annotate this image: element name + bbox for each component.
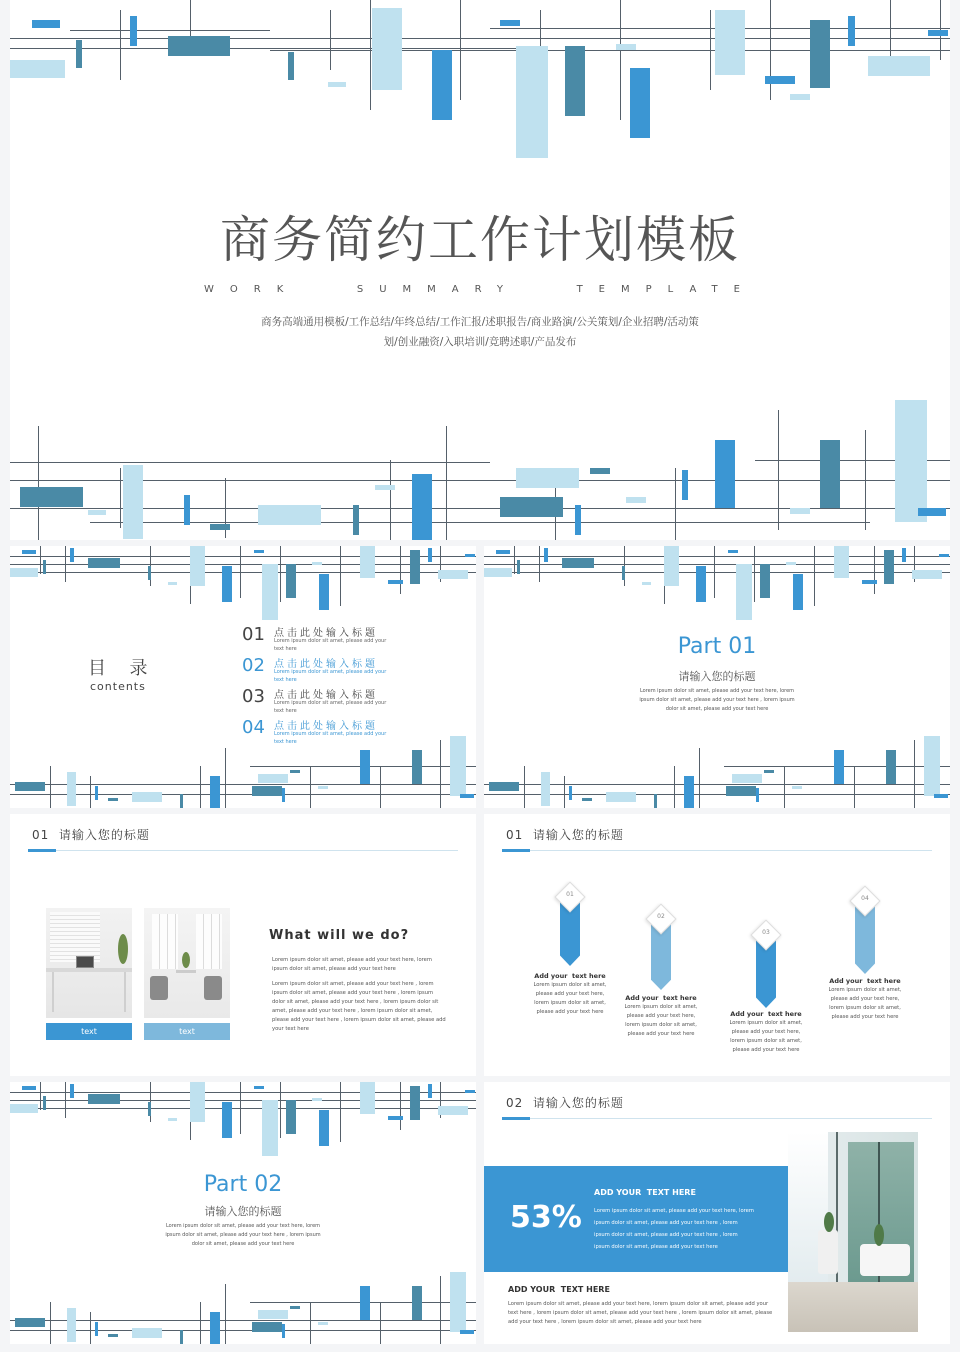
steps-slide xyxy=(484,814,950,1076)
toc-item-number: 04 xyxy=(242,717,265,738)
step-title: Add your text here xyxy=(625,994,697,1002)
section-heading: 01 请输入您的标题 xyxy=(32,828,150,842)
toc-item-desc: Lorem ipsum dolor sit amet, please add your xyxy=(274,731,387,737)
step-number: 04 xyxy=(861,895,869,902)
toc-slide xyxy=(10,546,476,808)
step-title: Add your text here xyxy=(829,977,901,985)
question-heading: What will we do? xyxy=(269,928,410,943)
cover-title: 商务简约工作计划模板 xyxy=(220,211,740,269)
part02-slide xyxy=(10,1082,476,1344)
heading-underline xyxy=(502,1118,932,1119)
percent-slide xyxy=(484,1082,950,1344)
step-number: 02 xyxy=(657,913,665,920)
section-heading: 01 请输入您的标题 xyxy=(506,828,624,842)
lower-title: ADD YOUR TEXT HERE xyxy=(508,1285,610,1294)
heading-accent xyxy=(502,849,530,852)
toc-item-desc2: text here xyxy=(274,646,297,652)
paragraph-1: Lorem ipsum dolor sit amet, please add your text here, lorem ipsum dolor sit amet, please add your text here xyxy=(272,957,432,972)
step-desc: Lorem ipsum dolor sit amet, please add your text here, lorem ipsum dolor sit amet, please add your text here xyxy=(624,1004,698,1037)
heading-underline xyxy=(28,850,458,851)
office-photo-2 xyxy=(144,908,230,1018)
toc-item-label: 点击此处输入标题 xyxy=(274,721,378,732)
text-button-1[interactable]: text xyxy=(46,1023,132,1040)
toc-item-desc: Lorem ipsum dolor sit amet, please add your xyxy=(274,638,387,644)
lower-text: Lorem ipsum dolor sit amet, please add your text here, lorem ipsum dolor sit amet, please add your text here , lorem ipsum dolor sit amet, please add your text here , lorem ipsum dolor sit amet, please add your text here , lorem ipsum dolor sit amet, please add your text here xyxy=(508,1301,773,1325)
part01-title: Part 01 xyxy=(677,634,757,659)
toc-item-desc: Lorem ipsum dolor sit amet, please add your xyxy=(274,669,387,675)
toc-item-number: 01 xyxy=(242,624,265,645)
paragraph-2: Lorem ipsum dolor sit amet, please add your text here , lorem ipsum dolor sit amet, please add your text here , lorem ipsum dolor sit amet, please add your text here , lorem ipsum dolor sit amet, please add your text here , lorem ipsum dolor sit amet, please add your text here , lorem ipsum dolor sit amet, please add your text here xyxy=(272,981,446,1032)
part02-lorem-line2: ipsum dolor sit amet, please add your text here , lorem ipsum xyxy=(165,1232,321,1238)
text-button-2[interactable]: text xyxy=(144,1023,230,1040)
highlight-text: Lorem ipsum dolor sit amet, please add your text here, lorem ipsum dolor sit amet, please add your text here , lorem ipsum dolor sit amet, please add your text here , lorem ipsum dolor sit amet, please add your text here xyxy=(594,1208,754,1250)
section-heading: 02 请输入您的标题 xyxy=(506,1096,624,1110)
step-title: Add your text here xyxy=(534,972,606,980)
highlight-title: ADD YOUR TEXT HERE xyxy=(594,1188,696,1197)
part02-title: Part 02 xyxy=(203,1172,283,1197)
part01-lorem-line3: dolor sit amet, please add your text here xyxy=(665,706,769,712)
part01-lorem-line1: Lorem ipsum dolor sit amet, please add your text here, lorem xyxy=(639,688,795,694)
part01-slide xyxy=(484,546,950,808)
heading-accent xyxy=(502,1117,530,1120)
toc-item-label: 点击此处输入标题 xyxy=(274,690,378,701)
step-title: Add your text here xyxy=(730,1010,802,1018)
step-desc: Lorem ipsum dolor sit amet, please add your text here, lorem ipsum dolor sit amet, please add your text here xyxy=(729,1020,803,1053)
step-number: 03 xyxy=(762,929,770,936)
toc-item-desc2: text here xyxy=(274,677,297,683)
heading-underline xyxy=(502,850,932,851)
toc-item-desc2: text here xyxy=(274,708,297,714)
cover-slide xyxy=(10,0,950,540)
part02-lorem-line1: Lorem ipsum dolor sit amet, please add your text here, lorem xyxy=(165,1223,321,1229)
balcony-photo xyxy=(788,1132,918,1332)
toc-item-number: 03 xyxy=(242,686,265,707)
toc-item-desc2: text here xyxy=(274,739,297,745)
cover-description-line2: 划/创业融资/入职培训/竞聘述职/产品发布 xyxy=(383,336,577,348)
toc-item-desc: Lorem ipsum dolor sit amet, please add your xyxy=(274,700,387,706)
cover-subtitle: WORK SUMMARY TEMPLATE xyxy=(204,284,756,295)
part01-subtitle: 请输入您的标题 xyxy=(678,670,756,683)
toc-subtitle: contents xyxy=(90,680,146,693)
what-will-we-do-slide xyxy=(10,814,476,1076)
toc-item-label: 点击此处输入标题 xyxy=(274,659,378,670)
cover-description-line1: 商务高端通用模板/工作总结/年终总结/工作汇报/述职报告/商业路演/公关策划/企业招聘/活动策 xyxy=(261,316,699,328)
step-desc: Lorem ipsum dolor sit amet, please add your text here, lorem ipsum dolor sit amet, please add your text here xyxy=(828,987,902,1020)
part01-lorem-line2: ipsum dolor sit amet, please add your text here , lorem ipsum xyxy=(639,697,795,703)
percent-value: 53% xyxy=(510,1200,582,1235)
office-photo-1 xyxy=(46,908,132,1018)
part02-subtitle: 请输入您的标题 xyxy=(204,1205,282,1218)
heading-accent xyxy=(28,849,56,852)
part02-lorem-line3: dolor sit amet, please add your text here xyxy=(191,1241,295,1247)
toc-item-number: 02 xyxy=(242,655,265,676)
step-desc: Lorem ipsum dolor sit amet, please add your text here, lorem ipsum dolor sit amet, please add your text here xyxy=(533,982,607,1015)
step-number: 01 xyxy=(566,891,574,898)
toc-title: 目 录 xyxy=(88,658,152,679)
toc-item-label: 点击此处输入标题 xyxy=(274,628,378,639)
